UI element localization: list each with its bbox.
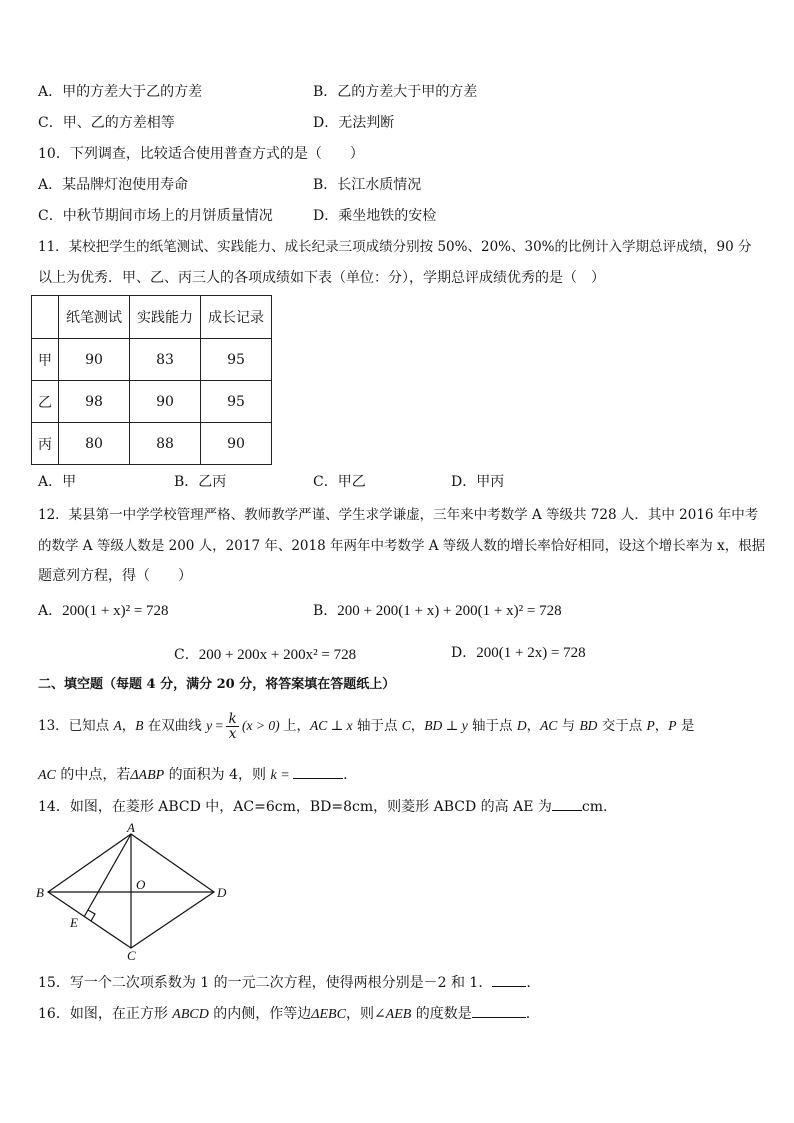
q10-stem: 10．下列调查，比较适合使用普查方式的是（ ） bbox=[38, 146, 364, 162]
altitude-ae bbox=[84, 834, 131, 917]
text: ， bbox=[410, 718, 425, 734]
q12-option-d bbox=[451, 643, 586, 663]
q9-option-a: A．甲的方差大于乙的方差 bbox=[38, 84, 203, 100]
text: . bbox=[525, 1006, 531, 1022]
q11-score-table bbox=[31, 295, 272, 465]
q11-option-b: B．乙丙 bbox=[174, 474, 227, 490]
table-header-cell: 纸笔测试 bbox=[59, 296, 130, 339]
answer-blank[interactable] bbox=[492, 972, 526, 987]
text: 的内侧，作等边 bbox=[208, 1006, 312, 1022]
answer-blank[interactable] bbox=[472, 1003, 526, 1018]
math: B bbox=[135, 718, 144, 733]
math: P bbox=[668, 718, 677, 733]
math: A bbox=[113, 718, 122, 733]
text: 的中点，若 bbox=[55, 767, 131, 783]
text: 是 bbox=[676, 718, 695, 734]
q12-option-b bbox=[313, 601, 562, 621]
q15-stem bbox=[38, 972, 531, 993]
q11-stem-line2: 以上为优秀．甲、乙、丙三人的各项成绩如下表（单位：分），学期总评成绩优秀的是（ ） bbox=[38, 270, 605, 286]
text: ，则 bbox=[345, 1006, 374, 1022]
q11-stem-line1: 11．某校把学生的纸笔测试、实践能力、成长纪录三项成绩分别按 50%、20%、30%的比例计入学期总评成绩，90 分 bbox=[38, 239, 752, 255]
q12-stem-line2: 的数学 A 等级人数是 200 人，2017 年、2018 年两年中考数学 A 等级人数的增长率恰好相同，设这个增长率为 x，根据 bbox=[38, 538, 766, 554]
math: = bbox=[212, 718, 227, 733]
text: 13．已知点 bbox=[38, 718, 114, 734]
table-cell: 甲 bbox=[32, 339, 59, 381]
math: k = bbox=[270, 768, 294, 783]
table-cell: 丙 bbox=[32, 423, 59, 465]
rhombus-diagram bbox=[30, 822, 240, 962]
answer-blank[interactable] bbox=[293, 764, 343, 779]
table-cell: 98 bbox=[59, 381, 130, 423]
math: BD ⊥ y bbox=[424, 718, 468, 733]
numerator: k bbox=[228, 711, 237, 727]
text: cm. bbox=[581, 799, 608, 815]
text: 轴于点 bbox=[352, 718, 402, 734]
text: 的面积为 4，则 bbox=[164, 767, 271, 783]
text: 与 bbox=[557, 718, 580, 734]
q12-option-a bbox=[38, 601, 169, 621]
table-header-cell bbox=[32, 296, 59, 339]
math: AC bbox=[540, 718, 558, 733]
text: 在双曲线 bbox=[143, 718, 207, 734]
label-b: B bbox=[36, 885, 44, 900]
table-cell: 乙 bbox=[32, 381, 59, 423]
text: . bbox=[343, 767, 348, 783]
text: 15．写一个二次项系数为 1 的一元二次方程，使得两根分别是－2 和 1． bbox=[38, 975, 493, 991]
section-heading: 二、填空题（每题 4 分，满分 20 分，将答案填在答题纸上） bbox=[38, 677, 396, 692]
answer-blank[interactable] bbox=[552, 796, 582, 811]
q10-option-c: C．中秋节期间市场上的月饼质量情况 bbox=[38, 208, 273, 224]
text: 上， bbox=[282, 718, 310, 734]
option-label: D． bbox=[451, 645, 477, 661]
q12-option-c bbox=[174, 645, 356, 665]
option-label: A． bbox=[38, 603, 63, 619]
option-label: C． bbox=[174, 647, 199, 663]
q13-stem-line1 bbox=[38, 708, 694, 744]
text: 14．如图，在菱形 ABCD 中，AC=6cm，BD=8cm，则菱形 ABCD 的高 AE 为 bbox=[38, 799, 552, 815]
table-cell: 83 bbox=[130, 339, 201, 381]
q11-option-c: C．甲乙 bbox=[313, 474, 366, 490]
math: C bbox=[401, 718, 411, 733]
math: P bbox=[646, 718, 655, 733]
text: 16．如图，在正方形 bbox=[38, 1006, 173, 1022]
q10-option-d: D．乘坐地铁的安检 bbox=[313, 208, 437, 224]
q9-option-c: C．甲、乙的方差相等 bbox=[38, 115, 175, 131]
q16-stem bbox=[38, 1003, 530, 1025]
table-header-cell: 成长记录 bbox=[201, 296, 272, 339]
table-row bbox=[32, 423, 272, 465]
table-cell: 90 bbox=[59, 339, 130, 381]
math: D bbox=[516, 718, 527, 733]
table-cell: 95 bbox=[201, 381, 272, 423]
table-row bbox=[32, 381, 272, 423]
q9-option-b: B．乙的方差大于甲的方差 bbox=[313, 84, 478, 100]
option-label: B． bbox=[313, 603, 338, 619]
q12-stem-line3: 题意列方程，得（ ） bbox=[38, 568, 192, 584]
text: 交于点 bbox=[597, 718, 647, 734]
q14-stem bbox=[38, 796, 607, 817]
label-a: A bbox=[127, 822, 135, 835]
q12-stem-line1: 12．某县第一中学学校管理严格、教师教学严谨、学生求学谦虚，三年来中考数学 A 等级共 728 人．其中 2016 年中考 bbox=[38, 507, 759, 523]
table-cell: 88 bbox=[130, 423, 201, 465]
math: ΔABP bbox=[130, 768, 165, 783]
math: ΔEBC bbox=[311, 1007, 346, 1022]
text: ， bbox=[526, 718, 541, 734]
denominator: x bbox=[228, 726, 237, 742]
q13-stem-line2 bbox=[38, 764, 348, 786]
math: AC bbox=[38, 768, 56, 783]
text: . bbox=[526, 975, 531, 991]
math: ∠AEB bbox=[373, 1007, 412, 1022]
q9-option-d: D．无法判断 bbox=[313, 115, 395, 131]
fraction bbox=[226, 712, 238, 741]
math: AC ⊥ x bbox=[309, 718, 353, 733]
math: (x > 0) bbox=[238, 718, 283, 733]
text: 轴于点 bbox=[467, 718, 517, 734]
equation: 200 + 200x + 200x² = 728 bbox=[198, 647, 357, 663]
text: ， bbox=[654, 718, 669, 734]
label-c: C bbox=[127, 948, 136, 962]
math: y bbox=[206, 718, 213, 733]
table-header-cell: 实践能力 bbox=[130, 296, 201, 339]
equation: 200(1 + 2x) = 728 bbox=[476, 645, 586, 661]
table-cell: 90 bbox=[201, 423, 272, 465]
q10-option-a: A．某品牌灯泡使用寿命 bbox=[38, 177, 189, 193]
table-cell: 90 bbox=[130, 381, 201, 423]
table-row bbox=[32, 339, 272, 381]
equation: 200(1 + x)² = 728 bbox=[62, 603, 169, 619]
text: 的度数是 bbox=[411, 1006, 472, 1022]
label-o: O bbox=[136, 877, 146, 892]
text: ， bbox=[121, 718, 136, 734]
q10-option-b: B．长江水质情况 bbox=[313, 177, 422, 193]
q11-option-d: D．甲丙 bbox=[451, 474, 505, 490]
label-d: D bbox=[217, 885, 227, 900]
label-e: E bbox=[70, 915, 78, 930]
table-header-row bbox=[32, 296, 272, 339]
table-cell: 95 bbox=[201, 339, 272, 381]
table-cell: 80 bbox=[59, 423, 130, 465]
equation: 200 + 200(1 + x) + 200(1 + x)² = 728 bbox=[337, 603, 562, 619]
math: BD bbox=[579, 718, 598, 733]
q11-option-a: A．甲 bbox=[38, 474, 77, 490]
math: ABCD bbox=[172, 1007, 209, 1022]
